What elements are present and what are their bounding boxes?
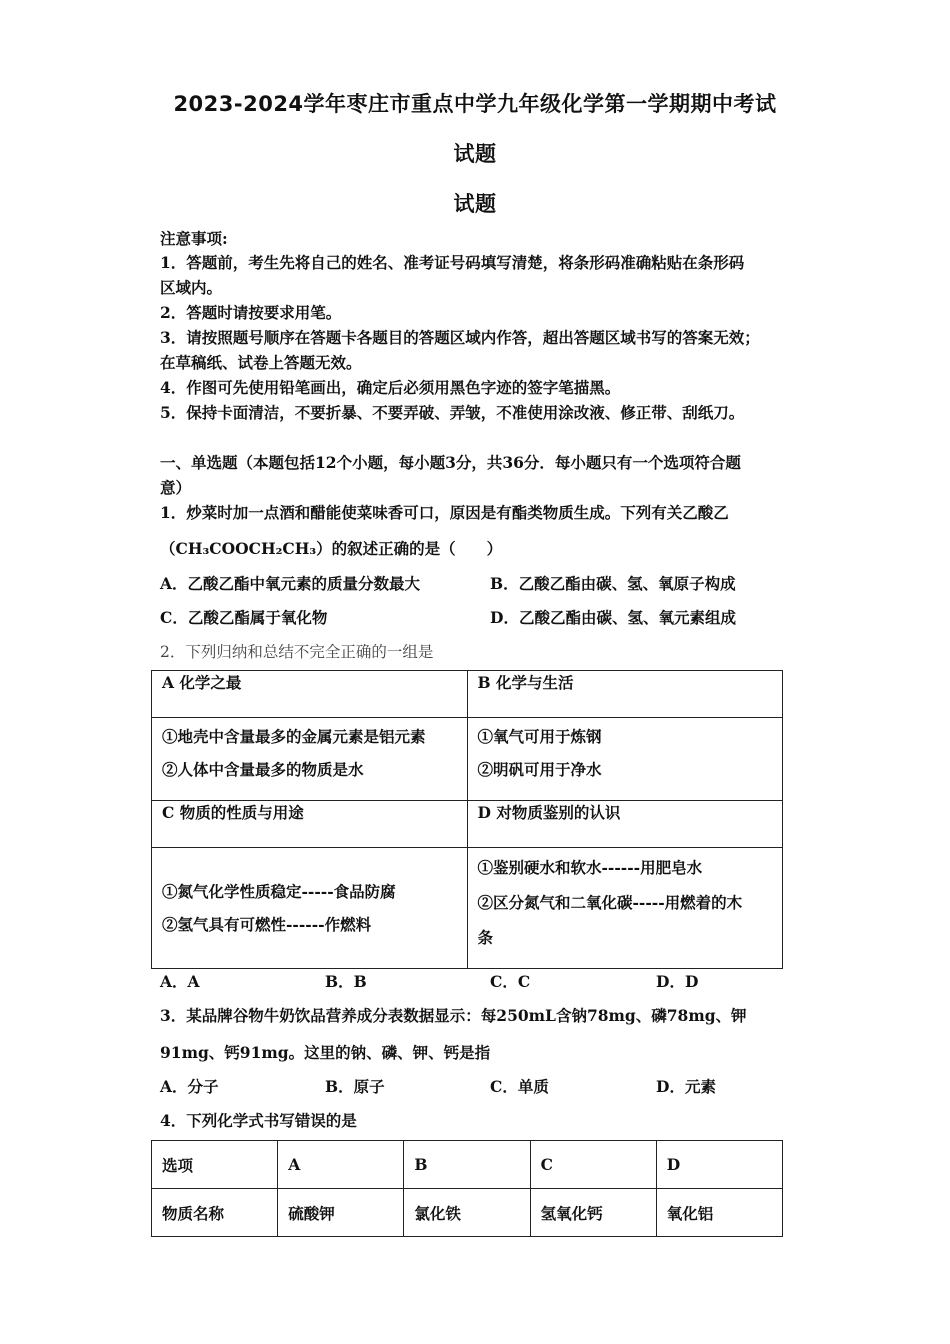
q1-option-d: D．乙酸乙酯由碳、氢、氧元素组成	[490, 608, 736, 627]
exam-title-line3: 试题	[453, 192, 497, 216]
notice-item: 在草稿纸、试卷上答题无效。	[160, 353, 362, 372]
q2-cell-a-body	[152, 718, 468, 801]
q1-option-a: A．乙酸乙酯中氧元素的质量分数最大	[160, 574, 421, 593]
q4-cell: 选项	[152, 1141, 278, 1189]
notice-item: 区域内。	[160, 278, 223, 297]
q3-option-d: D．元素	[656, 1077, 716, 1096]
q2-a-item: ②人体中含量最多的物质是水	[162, 760, 364, 779]
q4-cell: 氯化铁	[404, 1189, 530, 1237]
q2-cell-d-body	[467, 848, 783, 969]
q2-option-b: B．B	[325, 972, 367, 991]
q3-option-a: A．分子	[160, 1077, 219, 1096]
exam-title-line1: 2023-2024学年枣庄市重点中学九年级化学第一学期期中考试	[173, 92, 777, 116]
q2-table	[151, 670, 783, 969]
q2-option-a: A．A	[160, 972, 200, 991]
q4-cell: 硫酸钾	[278, 1189, 404, 1237]
q2-a-item: ①地壳中含量最多的金属元素是铝元素	[162, 727, 426, 746]
q2-b-item: ②明矾可用于净水	[477, 760, 602, 779]
q2-cell-a-head: A 化学之最	[152, 671, 468, 718]
notice-item: 5．保持卡面清洁，不要折暴、不要弄破、弄皱，不准使用涂改液、修正带、刮纸刀。	[160, 403, 745, 422]
section1-heading: 一、单选题（本题包括12个小题，每小题3分，共36分．每小题只有一个选项符合题	[160, 453, 741, 472]
q2-option-d: D．D	[656, 972, 699, 991]
q4-table	[151, 1140, 783, 1237]
notice-heading: 注意事项:	[160, 229, 228, 248]
q2-c-item: ②氢气具有可燃性------作燃料	[162, 915, 372, 934]
q2-d-item: ①鉴别硬水和软水------用肥皂水	[477, 858, 703, 877]
q3-stem-cont: 91mg、钙91mg。这里的钠、磷、钾、钙是指	[160, 1043, 491, 1062]
q4-stem: 4．下列化学式书写错误的是	[160, 1111, 357, 1130]
q2-cell-d-head: D 对物质鉴别的认识	[467, 801, 783, 848]
q4-cell: 氢氧化钙	[530, 1189, 656, 1237]
q2-d-item: ②区分氮气和二氧化碳-----用燃着的木	[477, 893, 743, 912]
q2-cell-b-head: B 化学与生活	[467, 671, 783, 718]
q1-option-b: B．乙酸乙酯由碳、氢、氧原子构成	[490, 574, 736, 593]
q1-option-c: C．乙酸乙酯属于氧化物	[160, 608, 328, 627]
q2-d-item: 条	[477, 928, 494, 947]
q3-option-b: B．原子	[325, 1077, 385, 1096]
q2-c-item: ①氮气化学性质稳定-----食品防腐	[162, 882, 396, 901]
exam-title-line2: 试题	[453, 142, 497, 166]
q4-cell: B	[404, 1141, 530, 1189]
notice-item: 3．请按照题号顺序在答题卡各题目的答题区域内作答，超出答题区域书写的答案无效；	[160, 328, 760, 347]
q4-cell: 氧化铝	[656, 1189, 782, 1237]
q2-stem: 2．下列归纳和总结不完全正确的一组是	[160, 643, 434, 661]
notice-item: 4．作图可先使用铅笔画出，确定后必须用黑色字迹的签字笔描黑。	[160, 378, 621, 397]
q4-cell: D	[656, 1141, 782, 1189]
q3-stem: 3．某品牌谷物牛奶饮品营养成分表数据显示：每250mL含钠78mg、磷78mg、钾	[160, 1006, 747, 1025]
q4-cell: C	[530, 1141, 656, 1189]
q1-stem-cont: （CH₃COOCH₂CH₃）的叙述正确的是（ ）	[160, 539, 503, 558]
q2-cell-c-head: C 物质的性质与用途	[152, 801, 468, 848]
q4-cell: 物质名称	[152, 1189, 278, 1237]
q4-cell: A	[278, 1141, 404, 1189]
notice-item: 2．答题时请按要求用笔。	[160, 303, 342, 322]
q3-option-c: C．单质	[490, 1077, 549, 1096]
q2-cell-c-body	[152, 848, 468, 969]
q2-cell-b-body	[467, 718, 783, 801]
section1-heading-cont: 意）	[160, 478, 192, 497]
q1-stem: 1．炒菜时加一点酒和醋能使菜味香可口，原因是有酯类物质生成。下列有关乙酸乙	[160, 503, 729, 522]
q2-b-item: ①氧气可用于炼钢	[477, 727, 602, 746]
q2-option-c: C．C	[490, 972, 531, 991]
notice-item: 1．答题前，考生先将自己的姓名、准考证号码填写清楚，将条形码准确粘贴在条形码	[160, 253, 745, 272]
